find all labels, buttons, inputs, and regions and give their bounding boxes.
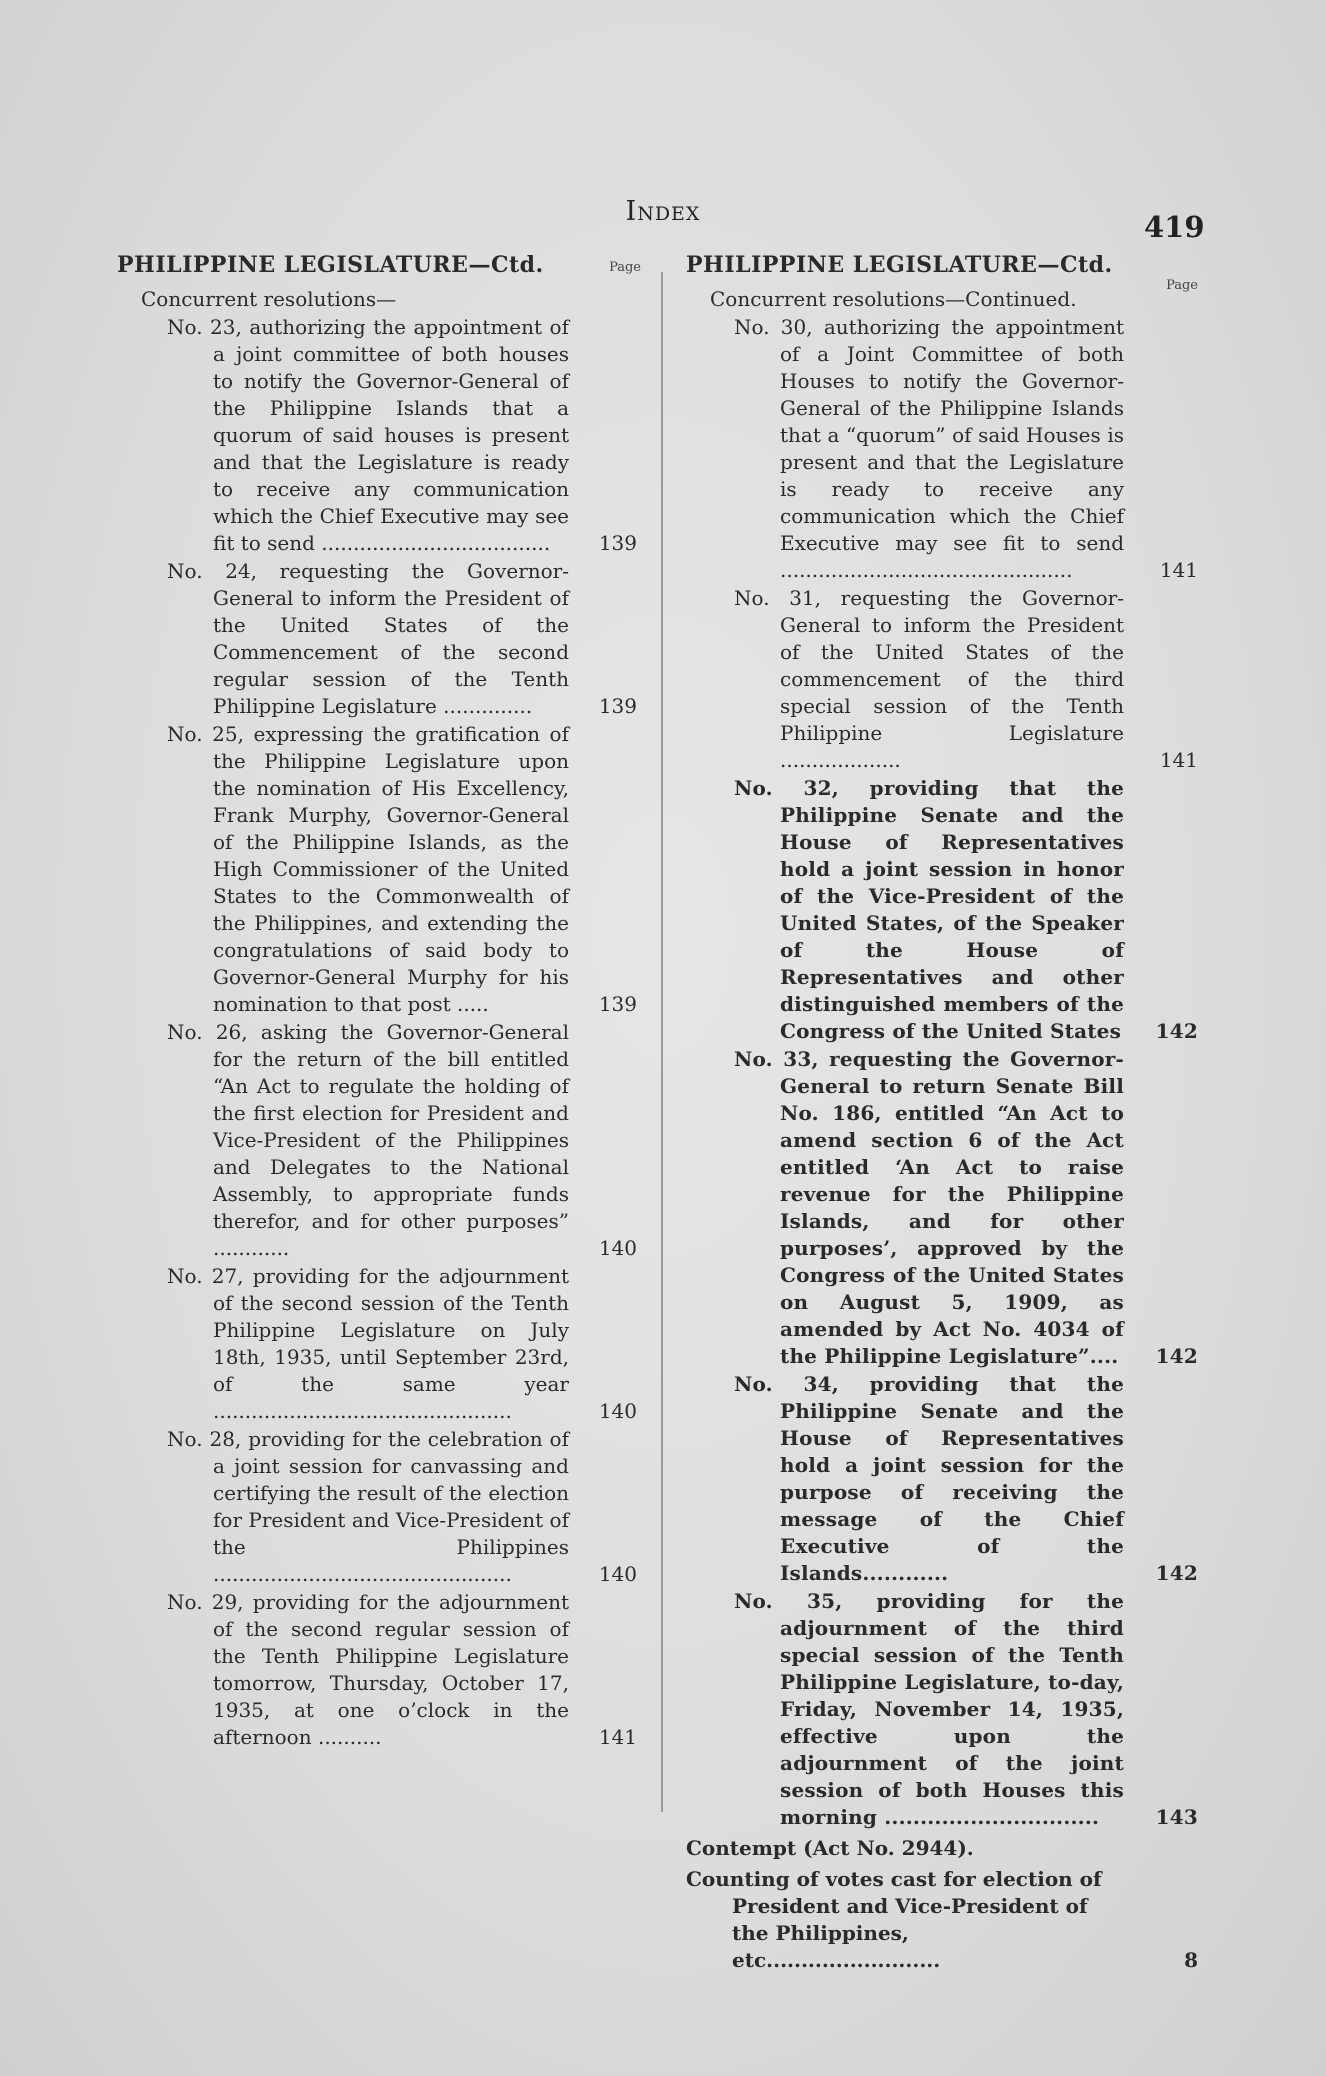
left-column [117,252,645,1752]
entry-text: No. 31, requesting the Governor-General to inform the President of the United States of the commencement of the third special session of the Tenth Philippine Legislature ................... [734,586,1124,772]
entry-page-ref: 139 [598,694,637,718]
entry-page-ref: 139 [598,992,637,1016]
entry-page-ref: 141 [1159,748,1198,772]
entry-page-ref: 141 [1159,558,1198,582]
left-heading-title: PHILIPPINE LEGISLATURE—Ctd. [117,252,544,278]
right-column [686,252,1198,1974]
right-subhead: Concurrent resolutions—Continued. [710,287,1077,311]
left-index-entry [167,1589,645,1751]
entry-page-ref: 142 [1155,1561,1198,1585]
column-divider [661,272,663,1812]
right-column-heading [686,252,1198,293]
right-index-entry [734,1046,1198,1370]
left-column-heading [117,252,645,286]
left-index-entry [167,558,645,720]
right-index-topic [686,1835,1198,1862]
entry-page-ref: 8 [1184,1948,1198,1972]
left-index-entry [167,721,645,1018]
right-index-entry [734,585,1198,774]
right-index-entry [734,314,1198,584]
right-page-label: Page [1166,278,1198,293]
entry-page-ref: 139 [598,531,637,555]
left-subhead: Concurrent resolutions— [141,287,397,311]
right-entries [686,314,1198,1831]
left-entries [117,314,645,1751]
right-index-entry [734,1588,1198,1831]
entry-text: No. 26, asking the Governor-General for the return of the bill entitled “An Act to regulate the holding of the first election for President and Vice-President of the Philippines and Delegates to the National Assembly, to appropriate funds therefor, and for other purposes” ............ [167,1020,569,1260]
entry-text: No. 35, providing for the adjournment of the third special session of the Tenth Philippine Legislature, to-day, Friday, November 14, 1935, effective upon the adjournment of the joint session of both Houses this morning .............................. [734,1589,1125,1829]
left-page-label: Page [609,260,641,275]
page-number: 419 [1144,210,1205,244]
entry-text: No. 34, providing that the Philippine Senate and the House of Representatives hold a joint session for the purpose of receiving the message of the Chief Executive of the Islands............ [734,1372,1124,1585]
entry-page-ref: 142 [1155,1344,1198,1368]
entry-text: No. 30, authorizing the appointment of a Joint Committee of both Houses to notify the Governor-General of the Philippine Islands that a “quorum” of said Houses is present and that the Legislature is ready to receive any communication which the Chief Executive may see fit to send .............................................. [734,315,1124,582]
left-index-entry [167,1426,645,1588]
entry-text: Counting of votes cast for election of President and Vice-President of the Philippines, etc......................... [686,1867,1102,1972]
left-index-entry [167,1019,645,1262]
right-index-entry [734,1371,1198,1587]
entry-text: No. 33, requesting the Governor-General to return Senate Bill No. 186, entitled “An Act to amend section 6 of the Act entitled ‘An Act to raise revenue for the Philippine Islands, and for other purposes’, approved by the Congress of the United States on August 5, 1909, as amended by Act No. 4034 of the Philippine Legislature”.... [734,1047,1124,1368]
entry-page-ref: 143 [1155,1805,1198,1829]
entry-text: No. 32, providing that the Philippine Senate and the House of Representatives hold a joint session in honor of the Vice-President of the United States, of the Speaker of the House of Representatives and other distinguished members of the Congress of the United States [734,776,1124,1043]
entry-page-ref: 141 [598,1725,637,1749]
entry-text: Contempt (Act No. 2944). [686,1836,974,1860]
entry-text: No. 28, providing for the celebration of a joint session for canvassing and certifying the result of the election for President and Vice-President of the Philippines ............................................... [167,1427,569,1586]
right-index-entry [734,775,1198,1045]
entry-text: No. 24, requesting the Governor-General to inform the President of the United States of the Commencement of the second regular session of the Tenth Philippine Legislature .............. [167,559,569,718]
entry-text: No. 29, providing for the adjournment of the second regular session of the Tenth Philippine Legislature tomorrow, Thursday, October 17, 1935, at one o’clock in the afternoon .......... [167,1590,569,1749]
entry-page-ref: 140 [598,1399,637,1423]
running-head: Index [625,196,701,227]
right-heading-title: PHILIPPINE LEGISLATURE—Ctd. [686,252,1113,278]
entry-page-ref: 140 [598,1236,637,1260]
right-index-topic [686,1866,1198,1974]
right-topics [686,1835,1198,1974]
left-index-entry [167,314,645,557]
entry-text: No. 25, expressing the gratification of the Philippine Legislature upon the nomination of His Excellency, Frank Murphy, Governor-General of the Philippine Islands, as the High Commissioner of the United States to the Commonwealth of the Philippines, and extending the congratulations of said body to Governor-General Murphy for his nomination to that post ..... [167,722,569,1016]
left-index-entry [167,1263,645,1425]
entry-text: No. 23, authorizing the appointment of a joint committee of both houses to notify the Governor-General of the Philippine Islands that a quorum of said houses is present and that the Legislature is ready to receive any communication which the Chief Executive may see fit to send .................................... [167,315,569,555]
entry-page-ref: 140 [598,1562,637,1586]
entry-page-ref: 142 [1155,1019,1198,1043]
entry-text: No. 27, providing for the adjournment of the second session of the Tenth Philippine Legislature on July 18th, 1935, until September 23rd, of the same year ............................................... [167,1264,569,1423]
